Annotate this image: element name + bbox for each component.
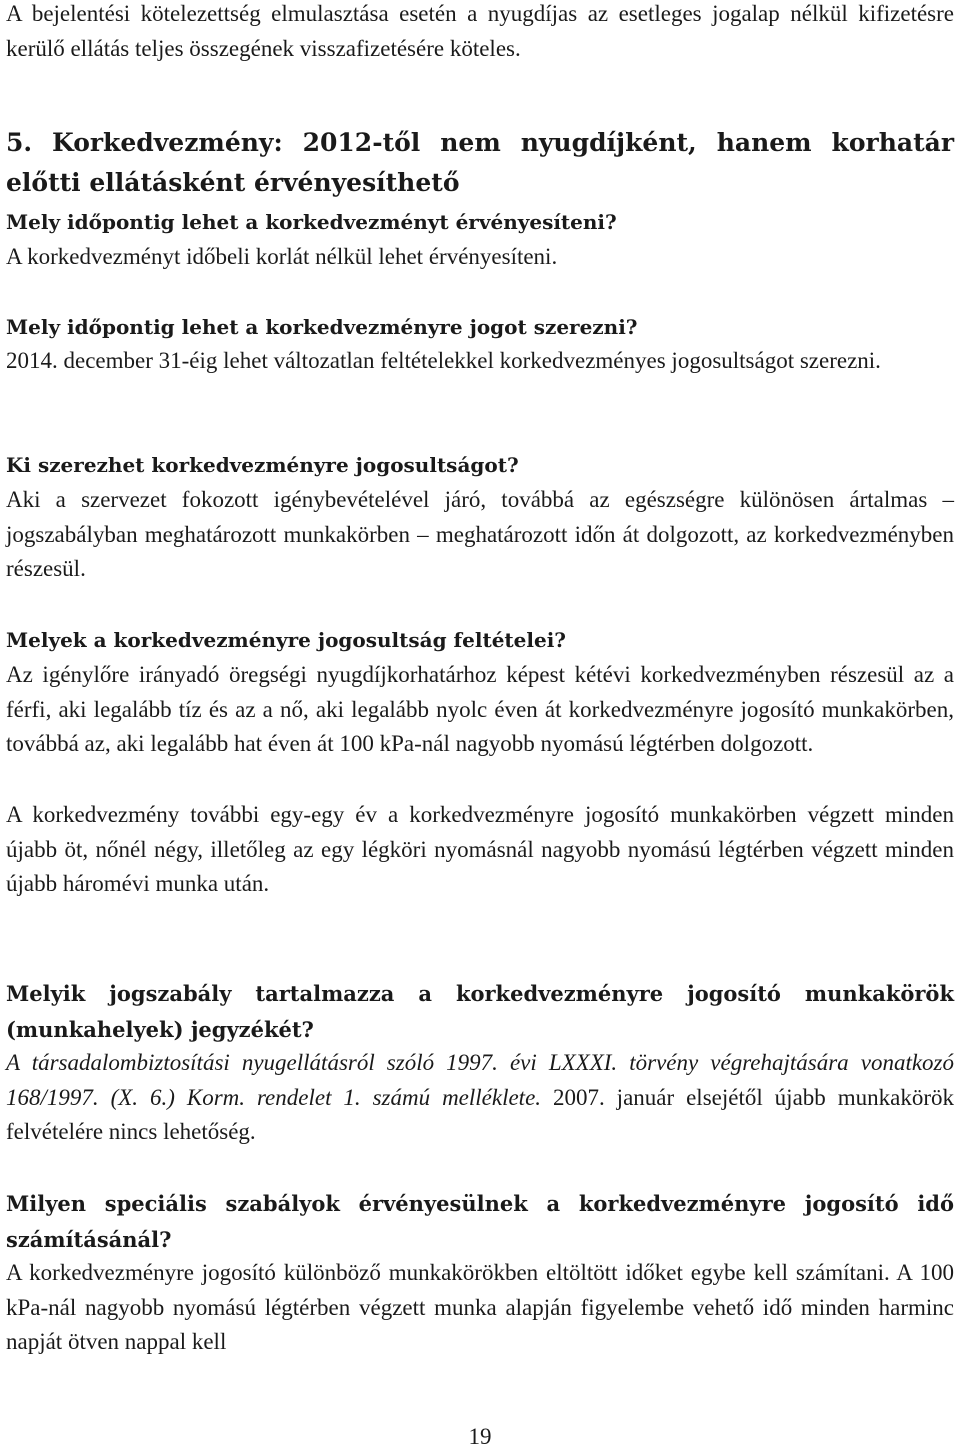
answer-5 bbox=[6, 1046, 954, 1150]
intro-paragraph: A bejelentési kötelezettség elmulasztása esetén a nyugdíjas az esetleges jogalap nélkül kifizetésre kerülő ellátás teljes összegének visszafizetésére köteles. bbox=[6, 1, 954, 61]
answer-6: A korkedvezményre jogosító különböző munkakörökben eltöltött időket egybe kell számítani. A 100 kPa-nál nagyobb nyomású légtérben végzett munka alapján figyelembe vehető idő minden harminc napját ötven nappal kell bbox=[6, 1260, 954, 1354]
question-6: Milyen speciális szabályok érvényesülnek a korkedvezményre jogosító idő számításánál? bbox=[6, 1191, 954, 1252]
question-1: Mely időpontig lehet a korkedvezményt érvényesíteni? bbox=[6, 210, 617, 234]
answer-2: 2014. december 31-éig lehet változatlan feltételekkel korkedvezményes jogosultságot szerezni. bbox=[6, 348, 881, 373]
section-5-title: 5. Korkedvezmény: 2012-től nem nyugdíjként, hanem korhatár előtti ellátásként érvényesíthető bbox=[6, 128, 954, 197]
answer-5-rest: 2007. január elsejétől újabb munkakörök felvételére nincs lehetőség. bbox=[6, 1084, 954, 1144]
page-number: 19 bbox=[468, 1424, 492, 1449]
answer-4-part-1: Az igénylőre irányadó öregségi nyugdíjkorhatárhoz képest kétévi korkedvezményben részesül az a férfi, aki legalább tíz és az a nő, aki legalább nyolc éven át korkedvezményre jogosító munkakörben, továbbá az, aki legalább hat éven át 100 kPa-nál nagyobb nyomású légtérben dolgozott. bbox=[6, 662, 954, 756]
question-5: Melyik jogszabály tartalmazza a korkedvezményre jogosító munkakörök (munkahelyek) jegyzékét? bbox=[6, 981, 954, 1042]
answer-3: Aki a szervezet fokozott igénybevételével járó, továbbá az egészségre különösen ártalmas – jogszabályban meghatározott munkakörben – meghatározott időn át dolgozott, az korkedvezményben részesül. bbox=[6, 487, 954, 581]
answer-4-part-2: A korkedvezmény további egy-egy év a korkedvezményre jogosító munkakörben végzett minden újabb öt, nőnél négy, illetőleg az egy légköri nyomásnál nagyobb nyomású légtérben végzett minden újabb háromévi munka után. bbox=[6, 802, 954, 896]
question-3: Ki szerezhet korkedvezményre jogosultságot? bbox=[6, 453, 519, 477]
question-4: Melyek a korkedvezményre jogosultság feltételei? bbox=[6, 628, 567, 652]
answer-1: A korkedvezményt időbeli korlát nélkül lehet érvényesíteni. bbox=[6, 244, 558, 269]
answer-5-regulation-title: A társadalombiztosítási nyugellátásról szóló 1997. évi LXXXI. törvény végrehajtására vonatkozó 168/1997. (X. 6.) Korm. rendelet 1. számú melléklete. bbox=[6, 1050, 954, 1110]
question-2: Mely időpontig lehet a korkedvezményre jogot szerezni? bbox=[6, 315, 638, 339]
